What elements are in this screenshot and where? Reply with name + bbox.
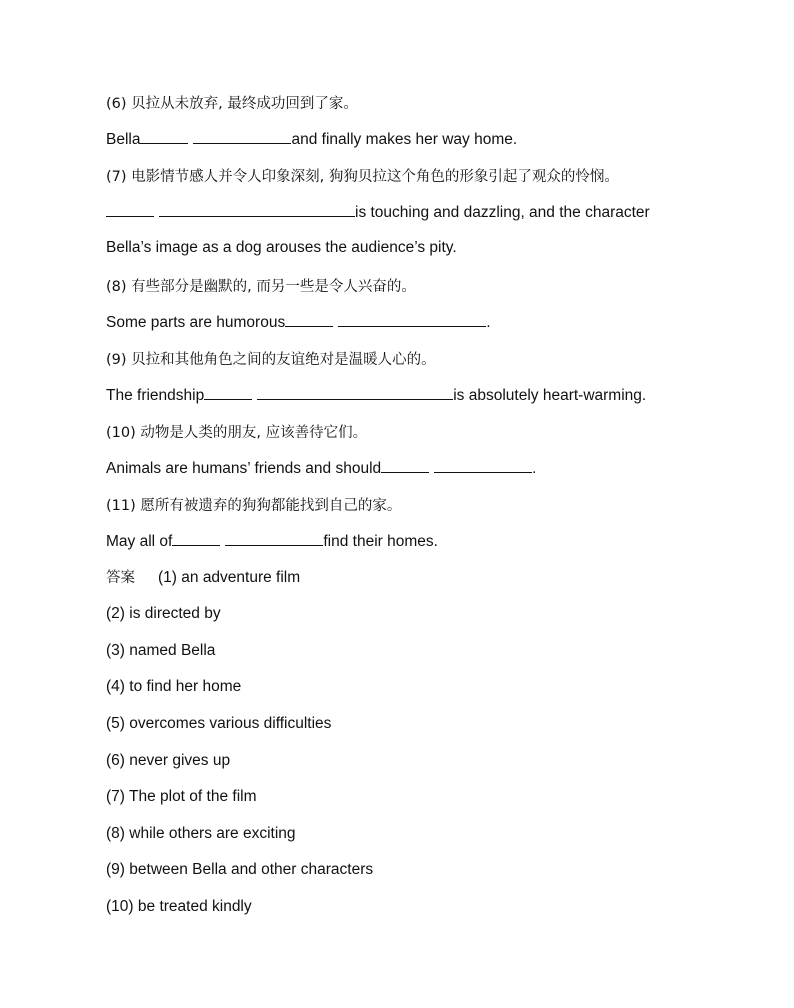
sentence-part: is absolutely heart-warming. bbox=[453, 387, 647, 404]
question-7-english-line2 bbox=[106, 238, 457, 258]
answer-label: 答案 bbox=[106, 570, 135, 586]
answer-blank[interactable] bbox=[381, 458, 429, 473]
answer-5 bbox=[106, 714, 331, 734]
answer-blank[interactable] bbox=[193, 129, 291, 144]
question-7-chinese bbox=[106, 167, 619, 187]
chinese-sentence: 贝拉从未放弃, 最终成功回到了家。 bbox=[131, 96, 358, 112]
sentence-part: find their homes. bbox=[323, 533, 438, 550]
sentence-part: Bella’s image as a dog arouses the audience’s pity. bbox=[106, 239, 457, 256]
answer-10 bbox=[106, 897, 252, 917]
sentence-part: May all of bbox=[106, 533, 173, 550]
answer-blank[interactable] bbox=[285, 312, 333, 327]
answer-text: an adventure film bbox=[181, 569, 301, 586]
sentence-part: Some parts are humorous bbox=[106, 314, 286, 331]
answer-number: (2) bbox=[106, 605, 125, 622]
answer-blank[interactable] bbox=[338, 312, 486, 327]
answer-7 bbox=[106, 787, 257, 807]
answer-number: (6) bbox=[106, 752, 125, 769]
answer-blank[interactable] bbox=[159, 202, 355, 217]
answer-4 bbox=[106, 677, 241, 697]
sentence-part: Bella bbox=[106, 131, 141, 148]
answer-blank[interactable] bbox=[434, 458, 532, 473]
question-number: (8) bbox=[106, 279, 127, 295]
sentence-part: and finally makes her way home. bbox=[291, 131, 518, 148]
answer-blank[interactable] bbox=[106, 202, 154, 217]
chinese-sentence: 动物是人类的朋友, 应该善待它们。 bbox=[140, 425, 368, 441]
answer-6 bbox=[106, 751, 230, 771]
sentence-part: The friendship bbox=[106, 387, 205, 404]
answer-text: be treated kindly bbox=[137, 898, 252, 915]
answer-number: (9) bbox=[106, 861, 125, 878]
answer-text: to find her home bbox=[129, 678, 242, 695]
question-10-english bbox=[106, 458, 536, 479]
answer-2 bbox=[106, 604, 221, 624]
answer-blank[interactable] bbox=[140, 129, 188, 144]
answer-text: is directed by bbox=[129, 605, 221, 622]
sentence-part: Animals are humans’ friends and should bbox=[106, 460, 382, 477]
question-number: (7) bbox=[106, 169, 127, 185]
answer-text: between Bella and other characters bbox=[129, 861, 374, 878]
sentence-part: . bbox=[486, 314, 491, 331]
answer-text: never gives up bbox=[129, 752, 231, 769]
answer-blank[interactable] bbox=[257, 385, 453, 400]
answer-number: (3) bbox=[106, 642, 125, 659]
answer-text: while others are exciting bbox=[129, 825, 296, 842]
question-number: (11) bbox=[106, 498, 136, 514]
sentence-part: . bbox=[532, 460, 537, 477]
question-6-english bbox=[106, 129, 517, 150]
question-number: (6) bbox=[106, 96, 127, 112]
answer-blank[interactable] bbox=[225, 531, 323, 546]
question-number: (9) bbox=[106, 352, 127, 368]
answer-text: overcomes various difficulties bbox=[129, 715, 332, 732]
question-10-chinese bbox=[106, 423, 367, 443]
answer-1 bbox=[106, 568, 300, 588]
chinese-sentence: 电影情节感人并令人印象深刻, 狗狗贝拉这个角色的形象引起了观众的怜悯。 bbox=[131, 169, 619, 185]
answer-9 bbox=[106, 860, 373, 880]
answer-8 bbox=[106, 824, 296, 844]
answer-blank[interactable] bbox=[204, 385, 252, 400]
question-8-english bbox=[106, 312, 491, 333]
answer-number: (8) bbox=[106, 825, 125, 842]
answer-number: (7) bbox=[106, 788, 125, 805]
chinese-sentence: 愿所有被遗弃的狗狗都能找到自己的家。 bbox=[140, 498, 402, 514]
answer-number: (4) bbox=[106, 678, 125, 695]
answer-text: The plot of the film bbox=[128, 788, 257, 805]
question-11-english bbox=[106, 531, 438, 552]
chinese-sentence: 贝拉和其他角色之间的友谊绝对是温暖人心的。 bbox=[131, 352, 436, 368]
question-8-chinese bbox=[106, 277, 416, 297]
question-9-chinese bbox=[106, 350, 436, 370]
answer-3 bbox=[106, 641, 215, 661]
answer-number: (5) bbox=[106, 715, 125, 732]
answer-number: (1) bbox=[158, 569, 177, 586]
question-9-english bbox=[106, 385, 646, 406]
question-7-english-line1 bbox=[106, 202, 650, 223]
sentence-part: is touching and dazzling, and the character bbox=[355, 204, 650, 221]
answer-blank[interactable] bbox=[172, 531, 220, 546]
answer-number: (10) bbox=[106, 898, 134, 915]
chinese-sentence: 有些部分是幽默的, 而另一些是令人兴奋的。 bbox=[131, 279, 416, 295]
answer-text: named Bella bbox=[129, 642, 216, 659]
question-11-chinese bbox=[106, 496, 401, 516]
question-number: (10) bbox=[106, 425, 136, 441]
question-6-chinese bbox=[106, 94, 358, 114]
